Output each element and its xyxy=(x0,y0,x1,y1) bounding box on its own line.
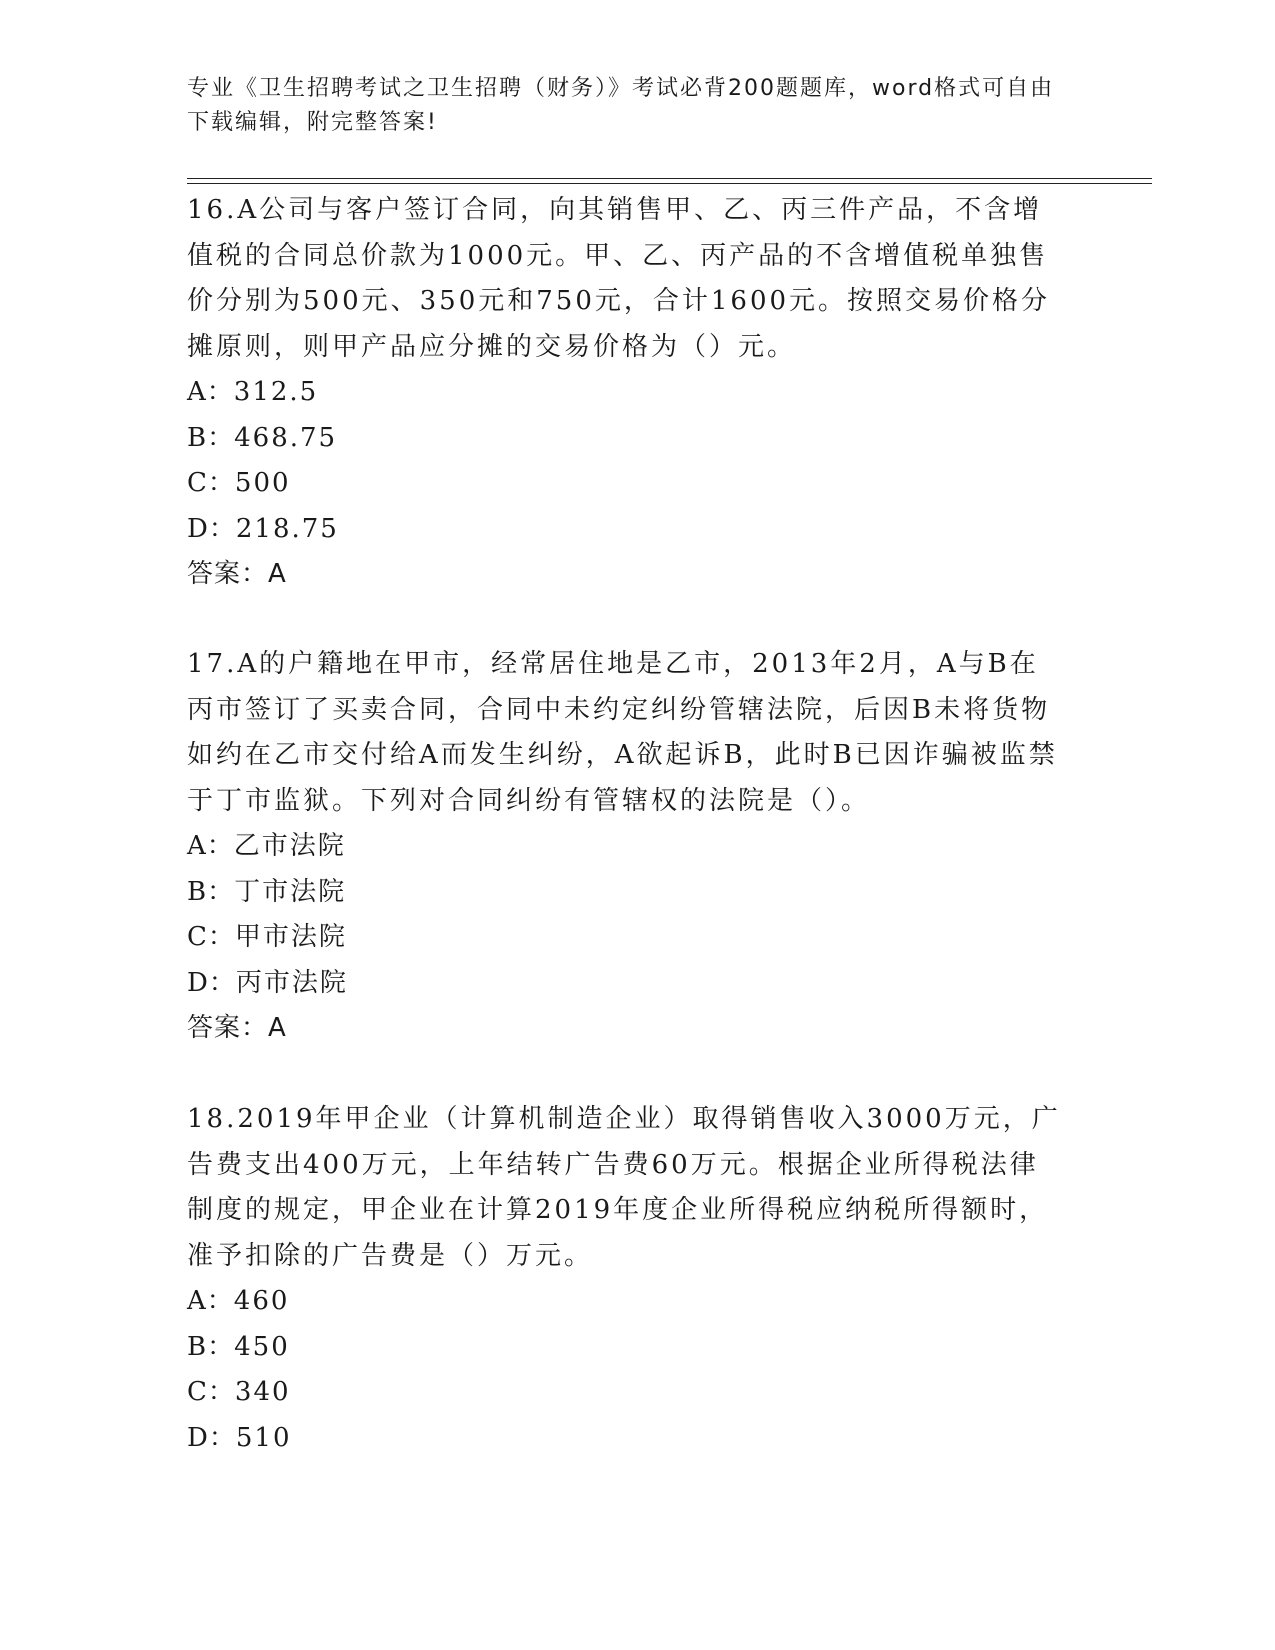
option-letter: B： xyxy=(187,876,235,907)
question-17 xyxy=(187,642,1067,1052)
option-letter: B： xyxy=(187,1331,235,1362)
option-letter: A： xyxy=(187,831,234,861)
option-value: 460 xyxy=(233,1286,290,1316)
option-letter: A： xyxy=(187,1286,234,1316)
header-divider-top xyxy=(187,178,1152,179)
question-text xyxy=(187,1097,1067,1279)
question-body: A公司与客户签订合同，向其销售甲、乙、丙三件产品，不含增值税的合同总价款为1000元。甲、乙、丙产品的不含增值税单独售价分别为500元、350元和750元，合计1600元。按照交易价格分摊原则，则甲产品应分摊的交易价格为（）元。 xyxy=(187,195,1051,362)
option-d xyxy=(187,507,1067,553)
question-body: 2019年甲企业（计算机制造企业）取得销售收入3000万元，广告费支出400万元，上年结转广告费60万元。根据企业所得税法律制度的规定，甲企业在计算2019年度企业所得税应纳税所得额时，准予扣除的广告费是（）万元。 xyxy=(187,1104,1061,1271)
option-letter: D： xyxy=(187,1422,236,1453)
option-value: 450 xyxy=(234,1331,290,1362)
option-c xyxy=(187,1370,1067,1416)
option-b xyxy=(187,870,1067,916)
answer-line: 答案：A xyxy=(187,1013,287,1043)
option-value: 312.5 xyxy=(233,377,319,407)
option-d xyxy=(187,961,1067,1007)
option-letter: B： xyxy=(187,422,235,453)
option-value: 500 xyxy=(234,468,291,498)
question-number: 16. xyxy=(187,195,238,225)
option-value: 340 xyxy=(234,1377,291,1407)
option-letter: C： xyxy=(187,468,235,498)
option-value: 甲市法院 xyxy=(234,922,347,952)
option-value: 乙市法院 xyxy=(233,831,346,861)
option-d xyxy=(187,1416,1067,1462)
option-b xyxy=(187,416,1067,462)
option-letter: C： xyxy=(187,1377,235,1407)
question-number: 17. xyxy=(187,649,238,679)
option-b xyxy=(187,1325,1067,1371)
question-body: A的户籍地在甲市，经常居住地是乙市，2013年2月，A与B在丙市签订了买卖合同，合同中未约定纠纷管辖法院，后因B未将货物如约在乙市交付给A而发生纠纷，A欲起诉B，此时B已因诈骗被监禁于丁市监狱。下列对合同纠纷有管辖权的法院是（）。 xyxy=(187,649,1058,816)
option-c xyxy=(187,461,1067,507)
answer-line: 答案：A xyxy=(187,559,287,589)
header-divider-bottom xyxy=(187,183,1152,184)
option-value: 丁市法院 xyxy=(234,876,347,907)
option-value: 218.75 xyxy=(235,513,339,544)
option-value: 468.75 xyxy=(234,422,338,453)
option-a xyxy=(187,824,1067,870)
question-text xyxy=(187,188,1067,370)
option-letter: C： xyxy=(187,922,235,952)
document-header: 专业《卫生招聘考试之卫生招聘（财务）》考试必背200题题库，word格式可自由下载编辑，附完整答案! xyxy=(187,76,1055,135)
option-letter: D： xyxy=(187,967,236,998)
option-a xyxy=(187,370,1067,416)
option-letter: A： xyxy=(187,377,234,407)
option-value: 丙市法院 xyxy=(235,967,348,998)
option-letter: D： xyxy=(187,513,236,544)
question-number: 18. xyxy=(187,1104,238,1134)
option-a xyxy=(187,1279,1067,1325)
question-text xyxy=(187,642,1067,824)
question-18 xyxy=(187,1097,1067,1461)
question-16 xyxy=(187,188,1067,598)
option-c xyxy=(187,915,1067,961)
option-value: 510 xyxy=(235,1422,292,1453)
